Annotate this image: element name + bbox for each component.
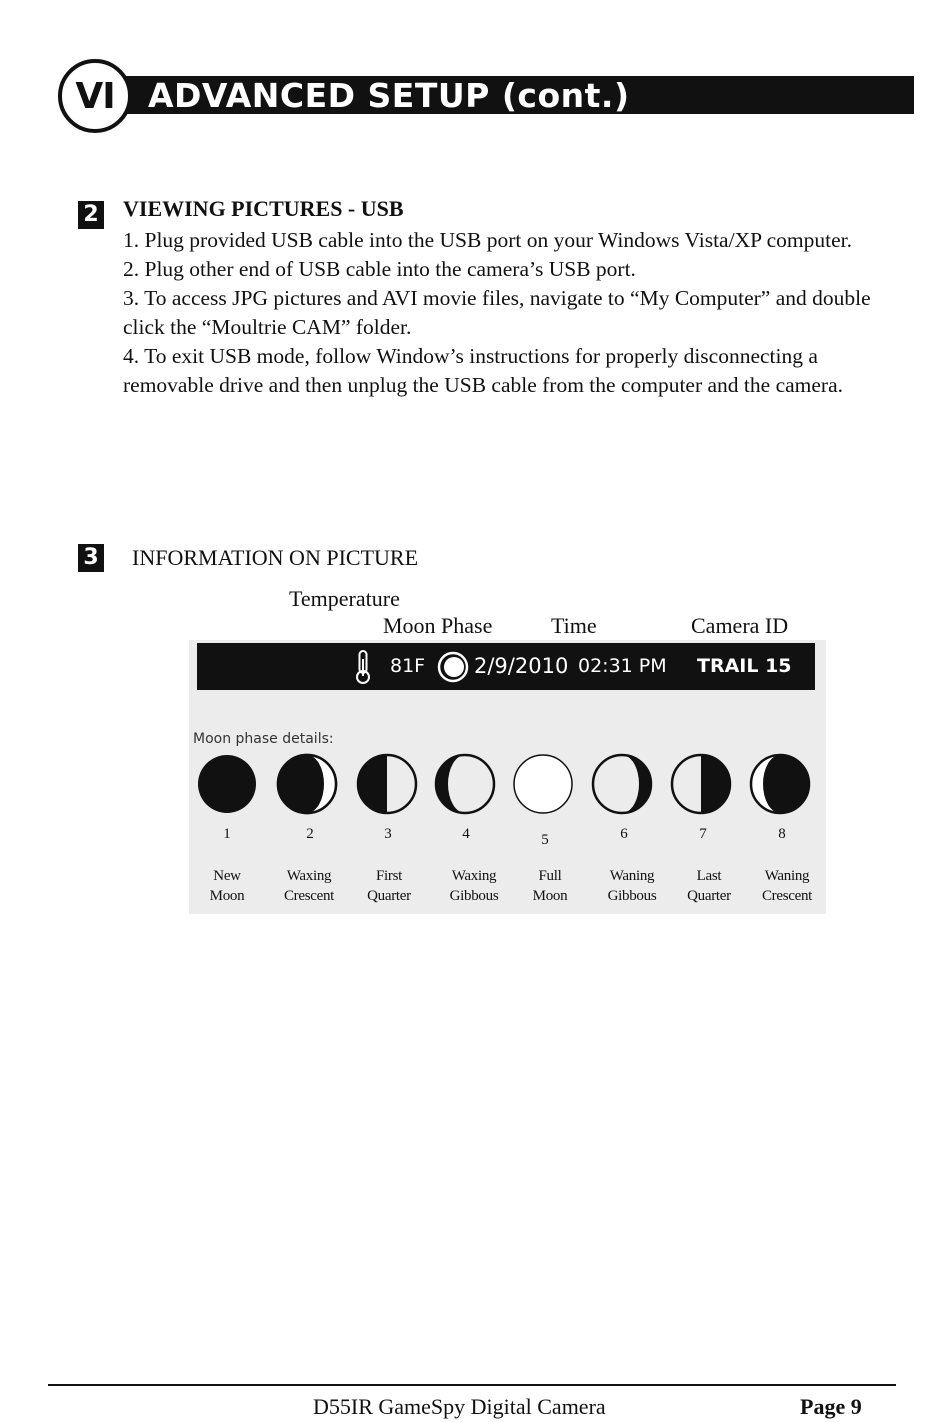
info-strip (197, 643, 815, 690)
usb-step-4: 4. To exit USB mode, follow Window’s instructions for properly disconnecting a removable drive and then unplug the USB cable from the computer and the camera. (123, 344, 843, 397)
phase-number: 6 (620, 826, 628, 842)
phase-name (351, 866, 427, 906)
waxing-crescent-icon (278, 755, 336, 813)
phase-name-line2: Gibbous (607, 888, 657, 904)
phase-name-line1: Waxing (451, 868, 497, 884)
thermometer-icon (354, 649, 372, 685)
moon-phase-label: Moon Phase (383, 613, 493, 638)
last-quarter-icon (672, 755, 730, 813)
phase-name-line1: First (375, 868, 402, 884)
phase-name-line1: Full (538, 868, 562, 884)
section-badge-label: VI (75, 75, 115, 117)
phase-name-line2: Moon (209, 888, 245, 904)
phase-name (189, 866, 265, 906)
waning-crescent-icon (751, 755, 809, 813)
waning-gibbous-icon (593, 755, 651, 813)
usb-step-2: 2. Plug other end of USB cable into the camera’s USB port. (123, 257, 636, 281)
phase-number: 7 (699, 826, 707, 842)
phase-name-line1: Waxing (286, 868, 332, 884)
section-badge (58, 59, 132, 133)
time-label: Time (551, 613, 597, 638)
section-number-3: 3 (78, 544, 104, 572)
section-title: ADVANCED SETUP (cont.) (148, 76, 630, 115)
moon-phase-caption: Moon phase details: (193, 731, 334, 747)
phase-name-line2: Crescent (761, 888, 813, 904)
phase-name (749, 866, 825, 906)
information-on-picture-heading: INFORMATION ON PICTURE (132, 545, 419, 570)
phase-name-line2: Crescent (283, 888, 335, 904)
temperature-value: 81F (390, 655, 426, 677)
phase-name (671, 866, 747, 906)
camera-id-label: Camera ID (691, 613, 789, 638)
phase-name (436, 866, 512, 906)
first-quarter-icon (358, 755, 416, 813)
phase-name-line1: Last (696, 868, 722, 884)
phase-name-line1: Waning (764, 868, 810, 884)
usb-step-1: 1. Plug provided USB cable into the USB port on your Windows Vista/XP computer. (123, 228, 853, 252)
phase-name-line1: Waning (609, 868, 655, 884)
usb-instructions (123, 226, 903, 400)
phase-number: 1 (223, 826, 231, 842)
waxing-gibbous-icon (436, 755, 494, 813)
moon-phase-icon (437, 651, 469, 683)
phase-name (271, 866, 347, 906)
phase-number: 2 (306, 826, 314, 842)
footer-divider (48, 1384, 896, 1386)
phase-name-line2: Gibbous (449, 888, 499, 904)
moon-phase-chart (189, 748, 826, 828)
phase-number: 3 (384, 826, 392, 842)
phase-name (512, 866, 588, 906)
phase-name-line1: New (213, 868, 241, 884)
camera-id-value: TRAIL 15 (697, 655, 792, 677)
phase-name-line2: Quarter (687, 888, 731, 904)
phase-name (594, 866, 670, 906)
new-moon-icon (198, 755, 256, 813)
phase-number: 8 (778, 826, 786, 842)
phase-number: 4 (462, 826, 470, 842)
full-moon-icon (514, 755, 572, 813)
phase-name-line2: Quarter (367, 888, 411, 904)
page-number: Page 9 (800, 1394, 862, 1419)
temperature-label: Temperature (289, 586, 400, 611)
time-value: 02:31 PM (578, 655, 667, 677)
viewing-pictures-heading: VIEWING PICTURES - USB (123, 196, 404, 221)
phase-number: 5 (541, 832, 549, 848)
date-value: 2/9/2010 (474, 654, 569, 678)
phase-name-line2: Moon (532, 888, 568, 904)
section-number-2: 2 (78, 201, 104, 229)
usb-step-3: 3. To access JPG pictures and AVI movie files, navigate to “My Computer” and double click the “Moultrie CAM” folder. (123, 286, 871, 339)
footer-title: D55IR GameSpy Digital Camera (313, 1394, 606, 1419)
